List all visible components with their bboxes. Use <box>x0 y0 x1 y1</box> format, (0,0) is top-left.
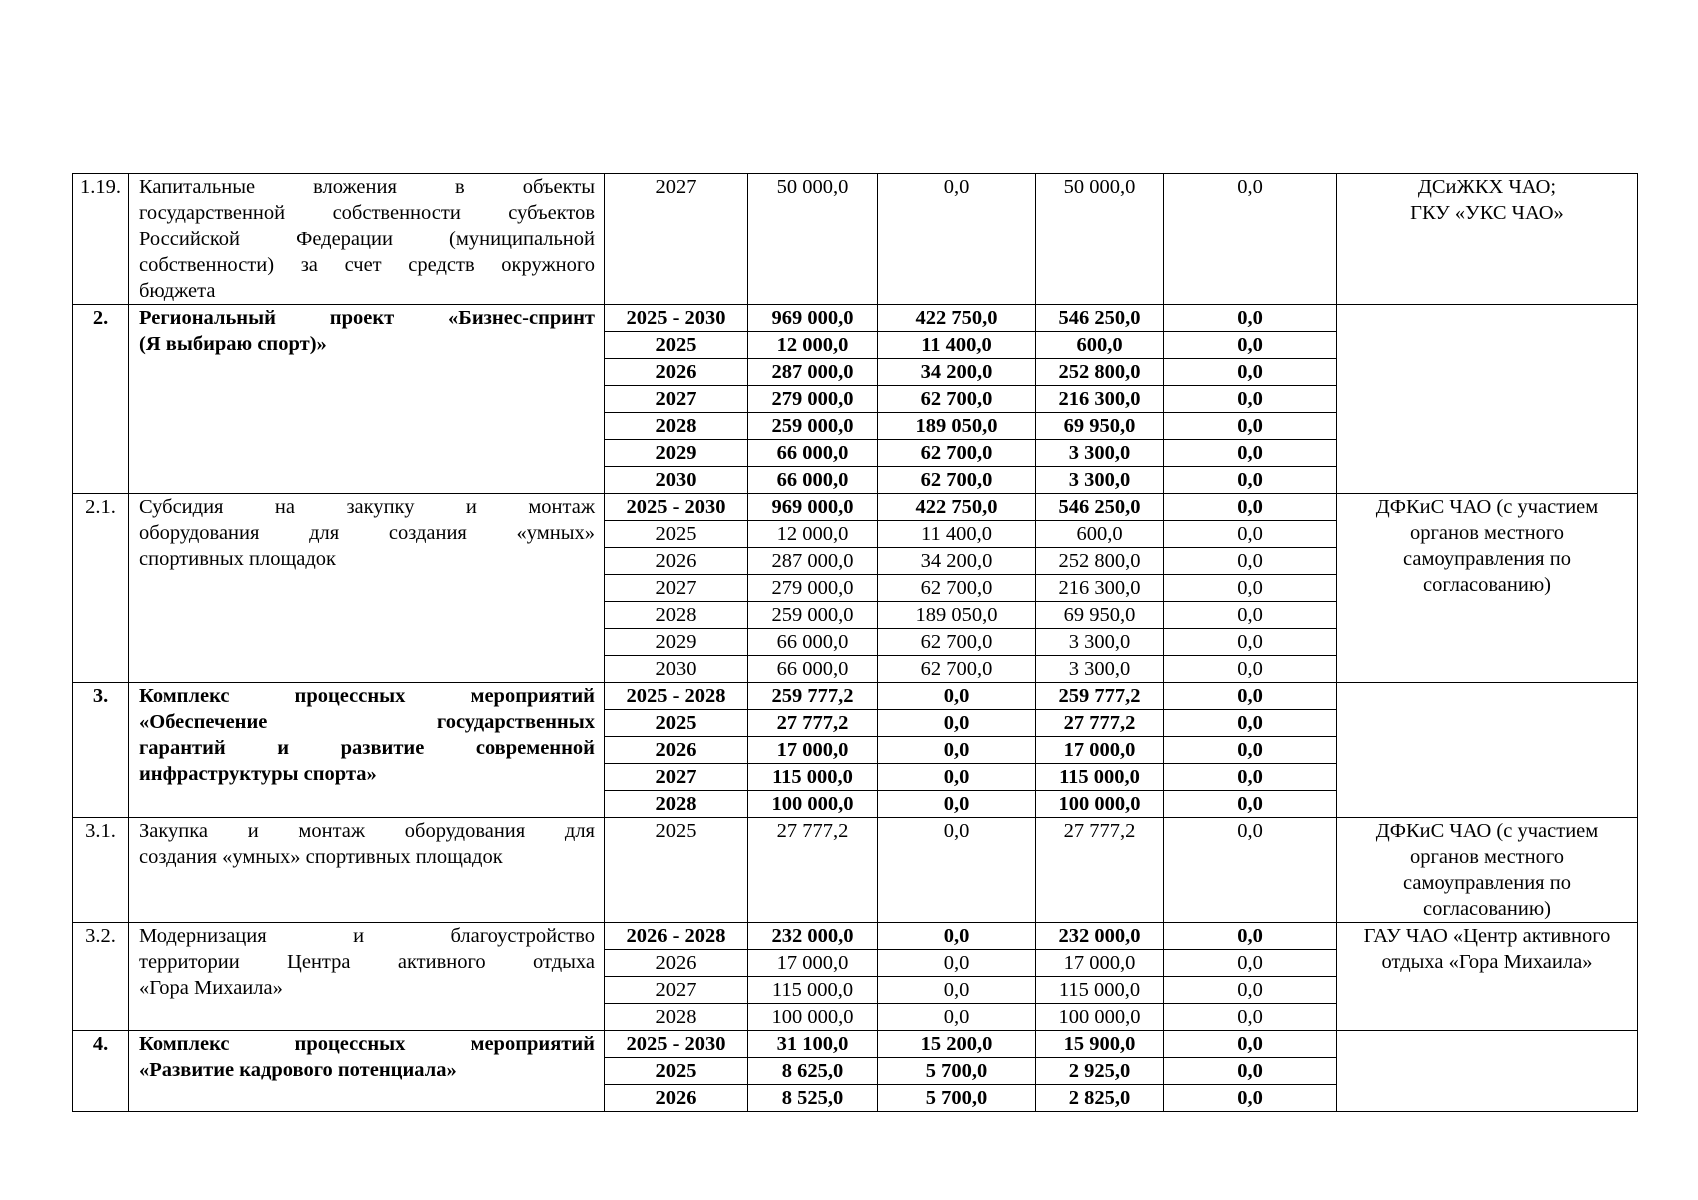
year-cell: 2026 - 2028 <box>605 923 748 950</box>
activity-name-line: государственной собственности субъектов <box>139 202 595 224</box>
activity-name-line: создания «умных» спортивных площадок <box>139 846 503 868</box>
activity-name-line: оборудования для создания «умных» <box>139 522 595 544</box>
federal-amount: 62 700,0 <box>878 656 1036 683</box>
total-amount: 66 000,0 <box>748 467 878 494</box>
activity-name-line: «Развитие кадрового потенциала» <box>139 1059 457 1081</box>
total-amount: 259 777,2 <box>748 683 878 710</box>
row-number: 2. <box>73 305 129 494</box>
row-number: 3.1. <box>73 818 129 923</box>
other-amount: 0,0 <box>1164 467 1337 494</box>
year-cell: 2026 <box>605 359 748 386</box>
year-cell: 2025 - 2030 <box>605 305 748 332</box>
other-amount: 0,0 <box>1164 413 1337 440</box>
total-amount: 31 100,0 <box>748 1031 878 1058</box>
year-cell: 2028 <box>605 1004 748 1031</box>
activity-name <box>129 1031 605 1112</box>
year-cell: 2025 <box>605 710 748 737</box>
total-amount: 259 000,0 <box>748 413 878 440</box>
activity-name-line: инфраструктуры спорта» <box>139 763 377 785</box>
table-row <box>73 683 1638 710</box>
total-amount: 27 777,2 <box>748 710 878 737</box>
table-row <box>73 923 1638 950</box>
year-cell: 2026 <box>605 548 748 575</box>
regional-amount: 232 000,0 <box>1036 923 1164 950</box>
activity-name <box>129 305 605 494</box>
other-amount: 0,0 <box>1164 1004 1337 1031</box>
activity-name-line: (Я выбираю спорт)» <box>139 333 327 355</box>
regional-amount: 259 777,2 <box>1036 683 1164 710</box>
federal-amount: 422 750,0 <box>878 494 1036 521</box>
year-cell: 2026 <box>605 737 748 764</box>
total-amount: 8 625,0 <box>748 1058 878 1085</box>
year-cell: 2025 - 2030 <box>605 1031 748 1058</box>
regional-amount: 100 000,0 <box>1036 1004 1164 1031</box>
regional-amount: 3 300,0 <box>1036 629 1164 656</box>
total-amount: 259 000,0 <box>748 602 878 629</box>
other-amount: 0,0 <box>1164 521 1337 548</box>
row-number: 2.1. <box>73 494 129 683</box>
other-amount: 0,0 <box>1164 386 1337 413</box>
activity-name-line: спортивных площадок <box>139 548 337 570</box>
total-amount: 115 000,0 <box>748 977 878 1004</box>
activity-name-line: Капитальные вложения в объекты <box>139 176 595 198</box>
regional-amount: 216 300,0 <box>1036 386 1164 413</box>
year-cell: 2025 - 2028 <box>605 683 748 710</box>
total-amount: 115 000,0 <box>748 764 878 791</box>
total-amount: 12 000,0 <box>748 521 878 548</box>
regional-amount: 100 000,0 <box>1036 791 1164 818</box>
total-amount: 17 000,0 <box>748 737 878 764</box>
year-cell: 2027 <box>605 764 748 791</box>
total-amount: 12 000,0 <box>748 332 878 359</box>
regional-amount: 3 300,0 <box>1036 440 1164 467</box>
row-number: 3.2. <box>73 923 129 1031</box>
federal-amount: 62 700,0 <box>878 629 1036 656</box>
activity-name-line: территории Центра активного отдыха <box>139 951 595 973</box>
total-amount: 100 000,0 <box>748 1004 878 1031</box>
year-cell: 2027 <box>605 575 748 602</box>
federal-amount: 62 700,0 <box>878 467 1036 494</box>
activity-name <box>129 818 605 923</box>
federal-amount: 0,0 <box>878 737 1036 764</box>
year-cell: 2027 <box>605 174 748 305</box>
regional-amount: 115 000,0 <box>1036 764 1164 791</box>
federal-amount: 0,0 <box>878 977 1036 1004</box>
federal-amount: 11 400,0 <box>878 521 1036 548</box>
activity-name-line: «Обеспечение государственных <box>139 711 595 733</box>
total-amount: 969 000,0 <box>748 494 878 521</box>
activity-name <box>129 923 605 1031</box>
federal-amount: 0,0 <box>878 1004 1036 1031</box>
other-amount: 0,0 <box>1164 548 1337 575</box>
total-amount: 287 000,0 <box>748 359 878 386</box>
activity-name-line: Модернизация и благоустройство <box>139 925 595 947</box>
regional-amount: 252 800,0 <box>1036 359 1164 386</box>
total-amount: 8 525,0 <box>748 1085 878 1112</box>
federal-amount: 0,0 <box>878 950 1036 977</box>
regional-amount: 69 950,0 <box>1036 413 1164 440</box>
federal-amount: 422 750,0 <box>878 305 1036 332</box>
total-amount: 27 777,2 <box>748 818 878 923</box>
regional-amount: 17 000,0 <box>1036 950 1164 977</box>
regional-amount: 50 000,0 <box>1036 174 1164 305</box>
regional-amount: 2 925,0 <box>1036 1058 1164 1085</box>
federal-amount: 62 700,0 <box>878 386 1036 413</box>
activity-name-line: Комплекс процессных мероприятий <box>139 1033 595 1055</box>
regional-amount: 600,0 <box>1036 332 1164 359</box>
federal-amount: 189 050,0 <box>878 413 1036 440</box>
regional-amount: 546 250,0 <box>1036 494 1164 521</box>
year-cell: 2028 <box>605 413 748 440</box>
year-cell: 2025 <box>605 818 748 923</box>
other-amount: 0,0 <box>1164 1031 1337 1058</box>
activity-name-line: Комплекс процессных мероприятий <box>139 685 595 707</box>
year-cell: 2026 <box>605 950 748 977</box>
activity-name <box>129 174 605 305</box>
federal-amount: 34 200,0 <box>878 359 1036 386</box>
budget-table <box>72 173 1638 1112</box>
total-amount: 100 000,0 <box>748 791 878 818</box>
total-amount: 17 000,0 <box>748 950 878 977</box>
row-number: 3. <box>73 683 129 818</box>
year-cell: 2030 <box>605 467 748 494</box>
regional-amount: 2 825,0 <box>1036 1085 1164 1112</box>
other-amount: 0,0 <box>1164 174 1337 305</box>
total-amount: 66 000,0 <box>748 440 878 467</box>
other-amount: 0,0 <box>1164 359 1337 386</box>
activity-name-line: гарантий и развитие современной <box>139 737 595 759</box>
other-amount: 0,0 <box>1164 818 1337 923</box>
activity-name <box>129 494 605 683</box>
other-amount: 0,0 <box>1164 575 1337 602</box>
year-cell: 2026 <box>605 1085 748 1112</box>
other-amount: 0,0 <box>1164 1085 1337 1112</box>
other-amount: 0,0 <box>1164 791 1337 818</box>
table-body <box>73 174 1638 1112</box>
responsible-executor: ДФКиС ЧАО (с участием органов местного самоуправления по согласованию) <box>1337 818 1638 923</box>
year-cell: 2029 <box>605 440 748 467</box>
year-cell: 2029 <box>605 629 748 656</box>
year-cell: 2027 <box>605 977 748 1004</box>
responsible-executor: ДФКиС ЧАО (с участием органов местного самоуправления по согласованию) <box>1337 494 1638 683</box>
year-cell: 2028 <box>605 791 748 818</box>
table-row <box>73 818 1638 923</box>
federal-amount: 5 700,0 <box>878 1058 1036 1085</box>
other-amount: 0,0 <box>1164 305 1337 332</box>
activity-name-line: Российской Федерации (муниципальной <box>139 228 595 250</box>
row-number: 1.19. <box>73 174 129 305</box>
other-amount: 0,0 <box>1164 683 1337 710</box>
row-number: 4. <box>73 1031 129 1112</box>
activity-name-line: Субсидия на закупку и монтаж <box>139 496 595 518</box>
federal-amount: 189 050,0 <box>878 602 1036 629</box>
year-cell: 2025 <box>605 1058 748 1085</box>
responsible-executor: ДСиЖКХ ЧАО; ГКУ «УКС ЧАО» <box>1337 174 1638 305</box>
regional-amount: 3 300,0 <box>1036 467 1164 494</box>
year-cell: 2028 <box>605 602 748 629</box>
other-amount: 0,0 <box>1164 710 1337 737</box>
federal-amount: 0,0 <box>878 174 1036 305</box>
other-amount: 0,0 <box>1164 332 1337 359</box>
federal-amount: 34 200,0 <box>878 548 1036 575</box>
table-row <box>73 174 1638 305</box>
responsible-executor <box>1337 305 1638 494</box>
other-amount: 0,0 <box>1164 602 1337 629</box>
table-row <box>73 305 1638 332</box>
other-amount: 0,0 <box>1164 950 1337 977</box>
regional-amount: 27 777,2 <box>1036 710 1164 737</box>
activity-name-line: «Гора Михаила» <box>139 977 283 999</box>
total-amount: 232 000,0 <box>748 923 878 950</box>
regional-amount: 15 900,0 <box>1036 1031 1164 1058</box>
year-cell: 2025 <box>605 332 748 359</box>
regional-amount: 69 950,0 <box>1036 602 1164 629</box>
activity-name-line: Региональный проект «Бизнес-спринт <box>139 307 595 329</box>
federal-amount: 62 700,0 <box>878 575 1036 602</box>
other-amount: 0,0 <box>1164 629 1337 656</box>
federal-amount: 0,0 <box>878 923 1036 950</box>
total-amount: 279 000,0 <box>748 575 878 602</box>
regional-amount: 546 250,0 <box>1036 305 1164 332</box>
regional-amount: 115 000,0 <box>1036 977 1164 1004</box>
other-amount: 0,0 <box>1164 764 1337 791</box>
federal-amount: 15 200,0 <box>878 1031 1036 1058</box>
regional-amount: 3 300,0 <box>1036 656 1164 683</box>
activity-name-line: бюджета <box>139 280 216 302</box>
other-amount: 0,0 <box>1164 494 1337 521</box>
regional-amount: 600,0 <box>1036 521 1164 548</box>
other-amount: 0,0 <box>1164 1058 1337 1085</box>
year-cell: 2030 <box>605 656 748 683</box>
activity-name-line: Закупка и монтаж оборудования для <box>139 820 595 842</box>
federal-amount: 0,0 <box>878 791 1036 818</box>
federal-amount: 0,0 <box>878 764 1036 791</box>
year-cell: 2027 <box>605 386 748 413</box>
total-amount: 969 000,0 <box>748 305 878 332</box>
responsible-executor: ГАУ ЧАО «Центр активного отдыха «Гора Михаила» <box>1337 923 1638 1031</box>
year-cell: 2025 <box>605 521 748 548</box>
regional-amount: 17 000,0 <box>1036 737 1164 764</box>
responsible-executor <box>1337 683 1638 818</box>
year-cell: 2025 - 2030 <box>605 494 748 521</box>
table-row <box>73 1031 1638 1058</box>
other-amount: 0,0 <box>1164 737 1337 764</box>
activity-name <box>129 683 605 818</box>
activity-name-line: собственности) за счет средств окружного <box>139 254 595 276</box>
other-amount: 0,0 <box>1164 656 1337 683</box>
federal-amount: 11 400,0 <box>878 332 1036 359</box>
federal-amount: 0,0 <box>878 710 1036 737</box>
total-amount: 66 000,0 <box>748 629 878 656</box>
regional-amount: 252 800,0 <box>1036 548 1164 575</box>
federal-amount: 62 700,0 <box>878 440 1036 467</box>
total-amount: 50 000,0 <box>748 174 878 305</box>
total-amount: 66 000,0 <box>748 656 878 683</box>
federal-amount: 0,0 <box>878 683 1036 710</box>
regional-amount: 216 300,0 <box>1036 575 1164 602</box>
total-amount: 287 000,0 <box>748 548 878 575</box>
other-amount: 0,0 <box>1164 923 1337 950</box>
table-row <box>73 494 1638 521</box>
responsible-executor <box>1337 1031 1638 1112</box>
federal-amount: 0,0 <box>878 818 1036 923</box>
other-amount: 0,0 <box>1164 440 1337 467</box>
total-amount: 279 000,0 <box>748 386 878 413</box>
federal-amount: 5 700,0 <box>878 1085 1036 1112</box>
other-amount: 0,0 <box>1164 977 1337 1004</box>
regional-amount: 27 777,2 <box>1036 818 1164 923</box>
